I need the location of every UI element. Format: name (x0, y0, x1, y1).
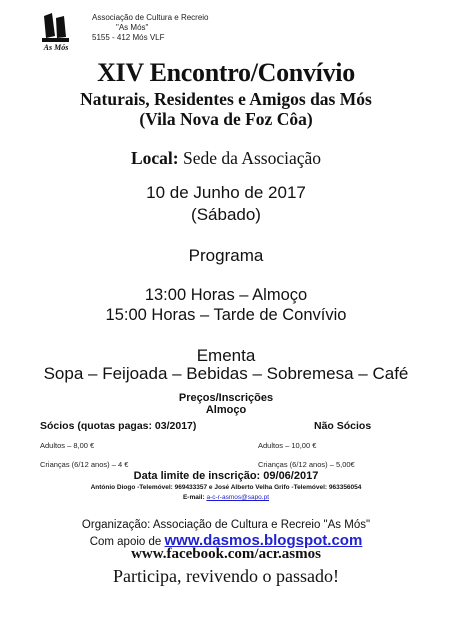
org-postal: 5155 - 412 Mós VLF (92, 33, 165, 42)
slogan: Participa, revivendo o passado! (113, 566, 339, 586)
organizer-line: Organização: Associação de Cultura e Recreio "As Mós" (81, 519, 371, 531)
non-members-label: Não Sócios (314, 420, 372, 432)
non-members-adult-price: Adultos – 10,00 € (258, 441, 317, 450)
email-link[interactable]: a-c-r-asmos@sapo.pt (206, 494, 270, 501)
non-members-child-price: Crianças (6/12 anos) – 5,00€ (258, 460, 355, 469)
registration-deadline: Data limite de inscrição: 09/06/2017 (133, 470, 319, 482)
members-child-price: Crianças (6/12 anos) – 4 € (40, 460, 129, 469)
menu-items: Sopa – Feijoada – Bebidas – Sobremesa – Café (43, 364, 409, 383)
logo-icon (38, 12, 74, 52)
contact-phones: António Diogo -Telemóvel: 969433357 e José Alberto Velha Grifo -Telemóvel: 963356054 (90, 484, 362, 491)
programa-heading: Programa (188, 246, 264, 265)
org-name: Associação de Cultura e Recreio (92, 13, 209, 22)
support-prefix: Com apoio de (89, 536, 162, 548)
prices-heading: Preços/Inscrições (178, 392, 274, 404)
venue-label: Local: (130, 148, 179, 168)
members-label: Sócios (quotas pagas: 03/2017) (40, 420, 197, 432)
event-title: XIV Encontro/Convívio (97, 58, 355, 87)
event-location-region: (Vila Nova de Foz Côa) (139, 109, 313, 129)
prices-subheading: Almoço (205, 404, 247, 416)
email-label: E-mail: (182, 494, 205, 501)
members-adult-price: Adultos – 8,00 € (40, 441, 95, 450)
event-date: 10 de Junho de 2017 (146, 183, 306, 202)
schedule-item: 15:00 Horas – Tarde de Convívio (105, 306, 347, 324)
contact-email-line (0, 494, 452, 501)
facebook-link[interactable]: www.facebook.com/acr.asmos (131, 546, 321, 562)
association-address (92, 13, 209, 43)
association-logo (38, 12, 74, 52)
blog-link[interactable]: www.dasmos.blogspot.com (164, 532, 363, 549)
venue-value: Sede da Associação (183, 148, 322, 168)
ementa-heading: Ementa (196, 346, 256, 365)
event-subtitle: Naturais, Residentes e Amigos das Mós (80, 89, 372, 109)
schedule-item: 13:00 Horas – Almoço (144, 286, 308, 304)
event-weekday: (Sábado) (191, 205, 261, 224)
logo-text: As Mós (43, 43, 69, 52)
venue-line (0, 148, 452, 169)
org-nickname: "As Mós" (116, 23, 149, 32)
